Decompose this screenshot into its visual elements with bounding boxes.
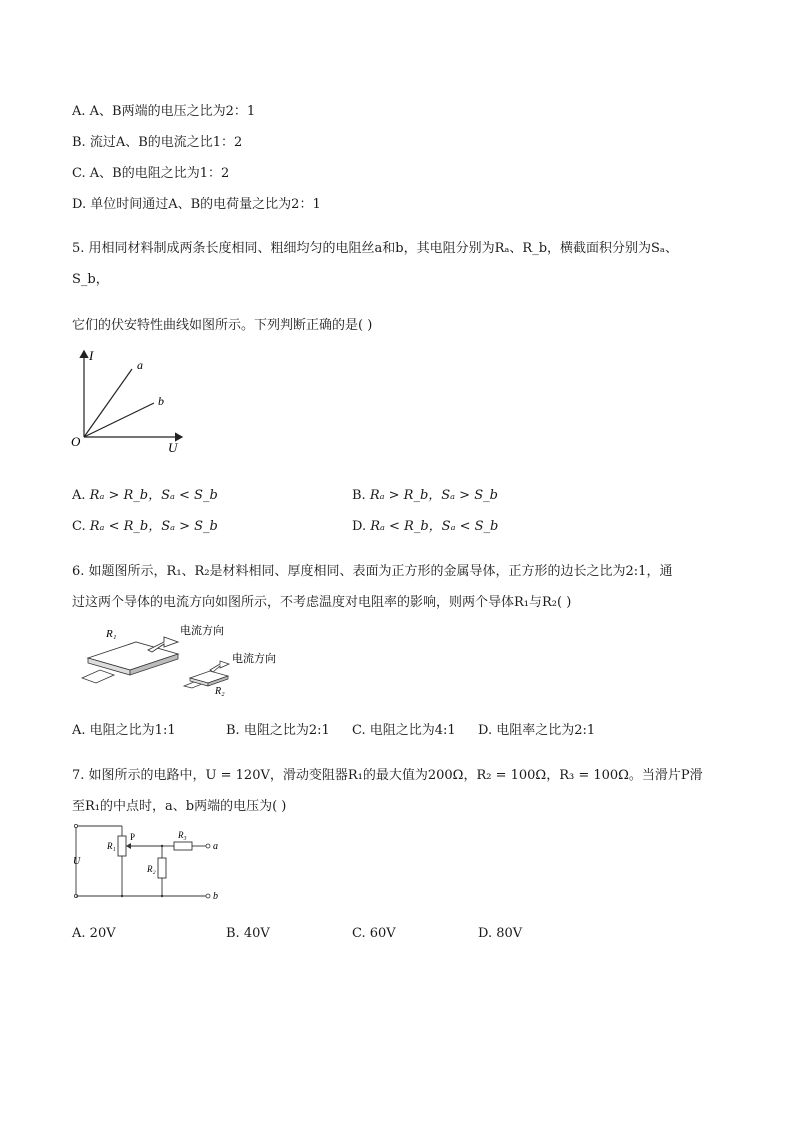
q6-option-d[interactable]: D. 电阻率之比为2:1	[478, 723, 596, 738]
q4-option-d[interactable]: D. 单位时间通过A、B的电荷量之比为2：1	[72, 197, 321, 212]
q6-conductor-figure	[72, 620, 302, 700]
q7-r1-resistor	[118, 836, 126, 856]
q6-stem-line1: 6. 如题图所示，R₁、R₂是材料相同、厚度相同、表面为正方形的金属导体，正方形的边长之比为2:1，通	[72, 564, 673, 579]
q5-line-b	[84, 403, 154, 437]
q5-label-u: U	[168, 440, 178, 455]
q6-option-c[interactable]: C. 电阻之比为4:1	[352, 723, 456, 738]
q7-b-label: b	[213, 891, 218, 902]
q5-stem-line3: 它们的伏安特性曲线如图所示。下列判断正确的是( )	[72, 318, 373, 333]
q7-r2-label: R₂	[147, 864, 156, 874]
q5-label-a: a	[137, 358, 143, 372]
q5-label-b: b	[158, 394, 164, 408]
q7-p-label: P	[130, 832, 136, 842]
q5-label-o: O	[71, 434, 81, 449]
current-label-2: 电流方向	[232, 653, 276, 665]
q4-option-a[interactable]: A. A、B两端的电压之比为2：1	[72, 104, 256, 119]
current-label-1: 电流方向	[180, 625, 224, 637]
q5-option-b[interactable]: B. Rₐ > R_b，Sₐ > S_b	[352, 488, 498, 503]
q7-option-a[interactable]: A. 20V	[72, 926, 116, 941]
q5-option-d[interactable]: D. Rₐ < R_b，Sₐ < S_b	[352, 519, 499, 534]
r2-current-arrow	[210, 661, 229, 672]
q7-r2-resistor	[158, 858, 166, 878]
q5-option-a[interactable]: A. Rₐ > R_b，Sₐ < S_b	[72, 488, 218, 503]
q4-option-c[interactable]: C. A、B的电阻之比为1：2	[72, 166, 230, 181]
q7-option-b[interactable]: B. 40V	[226, 926, 270, 941]
q7-r1-label: R₁	[107, 841, 116, 851]
q5-label-i: I	[89, 348, 94, 363]
q7-slider-p	[126, 843, 131, 849]
q5-stem-line2: S_b，	[72, 272, 109, 287]
q7-stem-line2: 至R₁的中点时，a、b两端的电压为( )	[72, 799, 287, 814]
q5-line-a	[84, 369, 132, 437]
q7-option-c[interactable]: C. 60V	[352, 926, 396, 941]
q7-option-d[interactable]: D. 80V	[478, 926, 523, 941]
r1-label: R₁	[106, 628, 117, 640]
q7-circuit-figure	[68, 818, 228, 908]
q7-u-label: U	[73, 856, 81, 867]
q7-a-label: a	[213, 841, 218, 852]
q7-r3-resistor	[174, 842, 192, 850]
q6-stem-line2: 过这两个导体的电流方向如图所示，不考虑温度对电阻率的影响，则两个导体R₁与R₂( )	[72, 595, 572, 610]
q5-iu-graph	[68, 345, 198, 455]
r2-label: R₂	[215, 686, 225, 697]
q7-r3-label: R₃	[178, 830, 187, 840]
q6-option-b[interactable]: B. 电阻之比为2:1	[226, 723, 330, 738]
q5-option-c[interactable]: C. Rₐ < R_b，Sₐ > S_b	[72, 519, 218, 534]
q5-stem-line1: 5. 用相同材料制成两条长度相同、粗细均匀的电阻丝a和b，其电阻分别为Rₐ、R_b，横截面积分别为Sₐ、	[72, 241, 678, 256]
q7-stem-line1: 7. 如图所示的电路中，U = 120V，滑动变阻器R₁的最大值为200Ω，R₂ = 100Ω，R₃ = 100Ω。当滑片P滑	[72, 768, 703, 783]
q4-option-b[interactable]: B. 流过A、B的电流之比1：2	[72, 135, 243, 150]
q6-option-a[interactable]: A. 电阻之比为1:1	[72, 723, 176, 738]
